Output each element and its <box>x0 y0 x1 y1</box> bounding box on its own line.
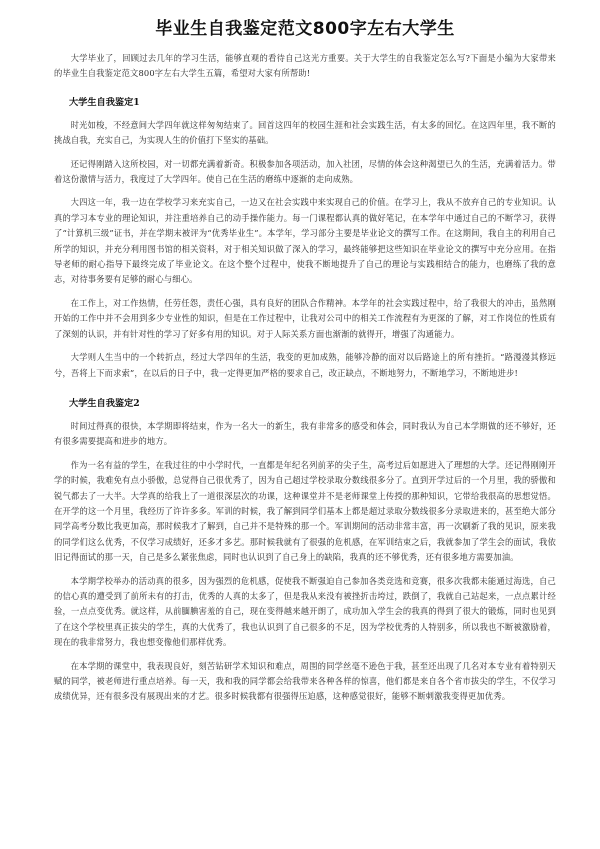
section-heading-1: 大学生自我鉴定1 <box>69 96 140 108</box>
section-2-paragraph-2: 作为一名有益的学生，在我过往的中小学时代，一直都是年纪名列前茅的尖子生，高考过后如愿进入了理想的大学。还记得刚刚开学的时候，我难免有点小骄傲，总觉得自己很优秀了，因为自己超过学校录取分数线很多分了。直到开学过后的一个月里，我的骄傲和锐气都去了一大半。大学真的给我上了一道很深层次的功课，这种课堂并不是老师课堂上传授的那种知识，它带给我很高的思想觉悟。在开学的这一个月里，我经历了许许多多。军训的时候，我了解到同学们基本上都是超过录取分数线很多分录取进来的，甚至绝大部分同学高考分数比我更加高，那时候我才了解到，自己并不是特殊的那一个。军训期间的活动非常丰富，再一次刷新了我的见识，原来我的同学们这么优秀，不仅学习成绩好，还多才多艺。那时候我就有了很强的危机感，在军训结束之后，我就参加了学生会的面试，我依旧记得面试的那一天，自己是多么紧张焦虑，同时也认识到了自己身上的缺陷，我真的还不够优秀，还有很多地方需要加油。 <box>54 459 556 563</box>
section-2-paragraph-3: 本学期学校举办的活动真的很多，因为强烈的危机感，促使我不断强迫自己参加各类竞选和竞赛，很多次我都未能通过海选，自己的信心真的遭受到了前所未有的打击，优秀的人真的太多了，但是我从来没有被挫折击垮过，跌倒了，我就自己站起来，一点点累计经验，一点点变优秀。就这样，从前腼腆害羞的自己，现在变得越来越开朗了，成功加入学生会的我真的得到了很大的锻炼，同时也见到了在这个学校里真正拔尖的学生，真的大优秀了，我也认识到了自己很多的不足，因为学校优秀的人特别多，所以我也不断被激励着，现在的我非常努力，我也想变像他们那样优秀。 <box>54 575 556 648</box>
section-1-paragraph-4: 在工作上，对工作热情，任劳任怨，责任心强，具有良好的团队合作精神。本学年的社会实践过程中，给了我很大的冲击，虽然刚开始的工作中并不会用到多少专业性的知识，但是在工作过程中，让我对公司中的相关工作流程有为更深的了解，对工作岗位的性质有了深刻的认识，并有针对性的学习了好多有用的知识。对于人际关系方面也渐渐的就得开，增强了沟通能力。 <box>54 297 556 339</box>
intro-paragraph: 大学毕业了，回顾过去几年的学习生活，能够直观的看待自己这光方重要。关于大学生的自我鉴定怎么写?下面是小编为大家带来的毕业生自我鉴定范文800字左右大学生五篇，希望对大家有所帮助! <box>54 53 556 79</box>
page-title: 毕业生自我鉴定范文800字左右大学生 <box>155 19 455 39</box>
section-1-paragraph-3: 大四这一年，我一边在学校学习来充实自己，一边又在社会实践中来实现自己的价值。在学习上，我从不放弃自己的专业知识。认真的学习本专业的理论知识，并注重培养自己的动手操作能力。每一门课程都认真的做好笔记，在本学年中通过自己的不断学习，获得了“计算机三级”证书，并在学期末被评为“优秀毕业生”。本学年，学习部分主要是毕业论文的撰写工作。在这期间，我自主的利用自己所学的知识，并充分利用图书馆的相关资料，对于相关知识做了深入的学习，最终能够把这些知识在毕业论文的撰写中充分应用。在指导老师的耐心指导下最终完成了毕业论文。在这个整个过程中，使我不断地提升了自己的理论与实践相结合的能力，也磨练了我的意志，对待事务要有足够的耐心与细心。 <box>54 197 556 285</box>
section-1-paragraph-2: 还记得刚踏入这所校园，对一切都充满着新奇。积极参加各项活动，加入社团，尽情的体会这种渴望已久的生活，充满着活力。带着这份激情与活力，我度过了大学四年。使自己在生活的磨练中逐渐的走向成熟。 <box>54 158 556 185</box>
section-1-paragraph-5: 大学则人生当中的一个转折点，经过大学四年的生活，我变的更加成熟，能够冷静的面对以后路途上的所有挫折。“路漫漫其修远兮，吾将上下而求索”，在以后的日子中，我一定得更加严格的要求自己，改正缺点，不断地努力，不断地学习，不断地进步! <box>54 352 556 378</box>
section-heading-2: 大学生自我鉴定2 <box>69 397 140 409</box>
section-2-paragraph-4: 在本学期的课堂中，我表现良好，刻苦钻研学术知识和难点，周围的同学丝毫不逊色于我，甚至还出现了几名对本专业有着特别天赋的同学，被老师进行重点培养。每一天，我和我的同学都会给我带来各种各样的惊喜，他们都是来自各个省市拔尖的学生，不仅学习成绩优异，还有很多没有展现出来的才艺。很多时候我都有很强得压迫感，这种感觉很好，能够不断刺激我变得更加优秀。 <box>54 660 556 702</box>
section-2-paragraph-1: 时间过得真的很快，本学期即将结束，作为一名大一的新生，我有非常多的感受和体会，同时我认为自己本学期做的还不够好，还有很多需要提高和进步的地方。 <box>54 420 556 447</box>
section-1-paragraph-1: 时光如梭，不经意间大学四年就这样匆匆结束了。回首这四年的校园生涯和社会实践生活，有太多的回忆。在这四年里，我不断的挑战自我，充实自己，为实现人生的价值打下坚实的基础。 <box>54 119 556 146</box>
